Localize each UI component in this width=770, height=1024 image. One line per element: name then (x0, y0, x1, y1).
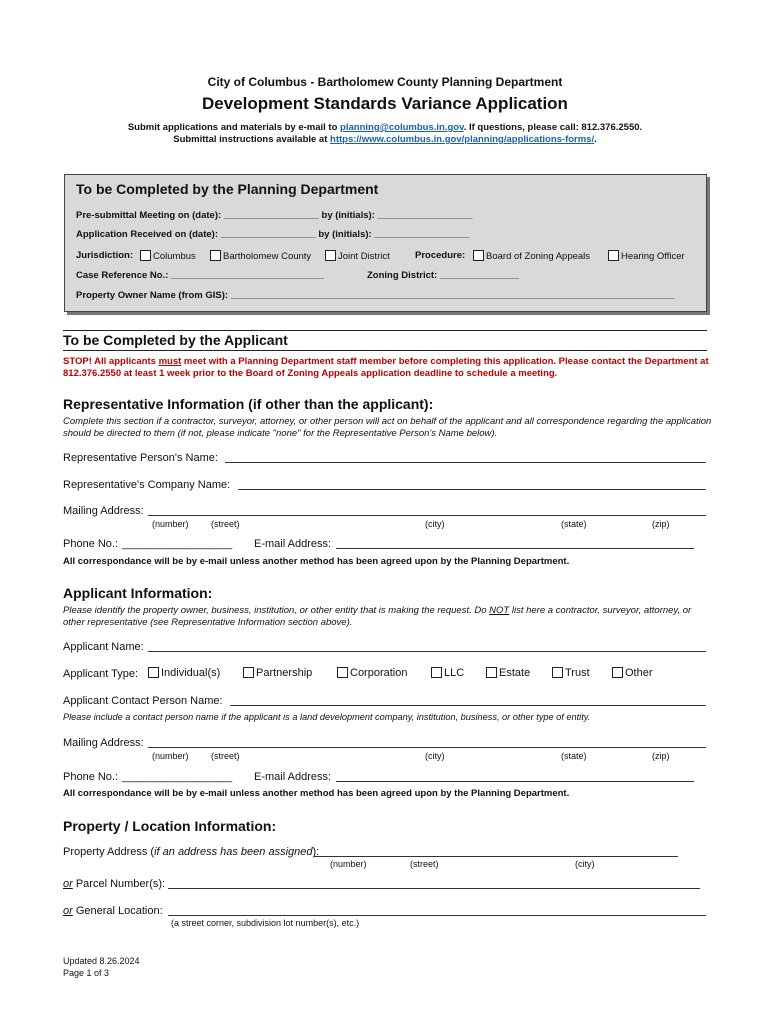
staff-box-title: To be Completed by the Planning Department (76, 181, 379, 197)
jurisdiction-joint-district[interactable]: Joint District (325, 250, 390, 262)
checkbox[interactable] (486, 667, 497, 678)
general-location-caption: (a street corner, subdivision lot number(s), etc.) (171, 918, 360, 928)
contact-person-note: Please include a contact person name if the applicant is a land development company, institution, business, or other type of entity. (63, 712, 591, 722)
stop-notice: STOP! All applicants must meet with a Planning Department staff member before completing this application. Please contact the Department at 812.376.2550 at least 1 week prior to the Board of Zoning Appeals application deadline to schedule a meeting. (63, 356, 709, 379)
parcel-number-label: or Parcel Number(s): (63, 878, 166, 890)
addr-zip-caption: (zip) (652, 519, 670, 529)
checkbox[interactable] (140, 250, 151, 261)
type-partnership[interactable]: Partnership (243, 667, 312, 679)
instructions-link[interactable]: https://www.columbus.in.gov/planning/applications-forms/ (330, 134, 595, 145)
applicant-correspondence-note: All correspondance will be by e-mail unless another method has been agreed upon by the Planning Department. (63, 788, 570, 799)
rep-phone-label: Phone No.: (63, 538, 119, 550)
checkbox[interactable] (337, 667, 348, 678)
addr-state-caption: (state) (561, 751, 587, 761)
contact-person-input[interactable] (230, 705, 706, 706)
checkbox[interactable] (148, 667, 159, 678)
type-trust[interactable]: Trust (552, 667, 590, 679)
presubmittal-meeting-field[interactable]: Pre-submittal Meeting on (date): __________________ by (initials): __________________ (76, 210, 473, 221)
type-corporation[interactable]: Corporation (337, 667, 407, 679)
rep-mailing-label: Mailing Address: (63, 505, 144, 517)
addr-street-caption: (street) (211, 519, 240, 529)
applicant-name-label: Applicant Name: (63, 641, 144, 653)
applicant-phone-input[interactable]: __________________ (122, 771, 233, 783)
property-owner-gis-field[interactable]: Property Owner Name (from GIS): ____________________________________________________________________________________ (76, 290, 675, 301)
rep-email-input[interactable] (336, 548, 694, 549)
rep-person-label: Representative Person's Name: (63, 452, 218, 464)
submission-instructions: Submit applications and materials by e-mail to planning@columbus.in.gov. If questions, please call: 812.376.2550. Submittal instructions available at https://www.columbus.in.gov/planning/applications-forms/. (127, 122, 643, 145)
checkbox[interactable] (325, 250, 336, 261)
applicant-type-label: Applicant Type: (63, 668, 139, 680)
applicant-email-input[interactable] (336, 781, 694, 782)
addr-state-caption: (state) (561, 519, 587, 529)
applicant-email-label: E-mail Address: (254, 771, 332, 783)
email-link[interactable]: planning@columbus.in.gov (340, 122, 464, 133)
checkbox[interactable] (210, 250, 221, 261)
applicant-section-title: To be Completed by the Applicant (63, 332, 288, 348)
checkbox[interactable] (473, 250, 484, 261)
addr-number-caption: (number) (152, 519, 189, 529)
checkbox[interactable] (552, 667, 563, 678)
prop-city-caption: (city) (575, 859, 595, 869)
zoning-district-field[interactable]: Zoning District: _______________ (367, 270, 520, 281)
procedure-label: Procedure: (415, 250, 466, 261)
applicant-info-title: Applicant Information: (63, 585, 213, 601)
section-rule-top (63, 330, 707, 331)
procedure-bza[interactable]: Board of Zoning Appeals (473, 250, 590, 262)
applicant-phone-label: Phone No.: (63, 771, 119, 783)
property-address-input[interactable] (314, 856, 678, 857)
applicant-mailing-label: Mailing Address: (63, 737, 144, 749)
prop-number-caption: (number) (330, 859, 367, 869)
section-rule-bottom (63, 350, 707, 351)
addr-city-caption: (city) (425, 751, 445, 761)
rep-phone-input[interactable]: __________________ (122, 538, 233, 550)
rep-email-label: E-mail Address: (254, 538, 332, 550)
jurisdiction-bartholomew[interactable]: Bartholomew County (210, 250, 311, 262)
addr-zip-caption: (zip) (652, 751, 670, 761)
general-location-label: or General Location: (63, 905, 163, 917)
rep-company-label: Representative's Company Name: (63, 479, 231, 491)
prop-street-caption: (street) (410, 859, 439, 869)
general-location-input[interactable] (168, 915, 706, 916)
planning-department-box (64, 174, 707, 312)
rep-correspondence-note: All correspondance will be by e-mail unless another method has been agreed upon by the Planning Department. (63, 556, 570, 567)
rep-company-input[interactable] (238, 489, 706, 490)
type-llc[interactable]: LLC (431, 667, 464, 679)
department-name: City of Columbus - Bartholomew County Planning Department (207, 75, 563, 89)
property-title: Property / Location Information: (63, 818, 277, 834)
type-other[interactable]: Other (612, 667, 653, 679)
addr-number-caption: (number) (152, 751, 189, 761)
rep-person-input[interactable] (225, 462, 706, 463)
contact-person-label: Applicant Contact Person Name: (63, 695, 223, 707)
jurisdiction-columbus[interactable]: Columbus (140, 250, 196, 262)
checkbox[interactable] (612, 667, 623, 678)
representative-note: Complete this section if a contractor, surveyor, attorney, or other person will act on behalf of the applicant and all correspondence regarding the application should be directed to them (if not, please indicate "none" for the Representative Person's Name below). (63, 416, 712, 439)
rep-mailing-input[interactable] (148, 515, 706, 516)
applicant-note: Please identify the property owner, business, institution, or other entity that is making the request. Do NOT list here a contractor, surveyor, attorney, or other representative (see Representative Information section above). (63, 605, 692, 628)
representative-title: Representative Information (if other than the applicant): (63, 396, 434, 412)
applicant-name-input[interactable] (148, 651, 706, 652)
type-estate[interactable]: Estate (486, 667, 530, 679)
addr-city-caption: (city) (425, 519, 445, 529)
addr-street-caption: (street) (211, 751, 240, 761)
footer (63, 955, 140, 979)
page-number: Page 1 of 3 (63, 968, 110, 978)
checkbox[interactable] (608, 250, 619, 261)
applicant-mailing-input[interactable] (148, 747, 706, 748)
checkbox[interactable] (431, 667, 442, 678)
parcel-number-input[interactable] (168, 888, 700, 889)
application-received-field[interactable]: Application Received on (date): __________________ by (initials): __________________ (76, 229, 470, 240)
type-individual[interactable]: Individual(s) (148, 667, 220, 679)
updated-date: Updated 8.26.2024 (63, 956, 140, 966)
jurisdiction-label: Jurisdiction: (76, 250, 134, 261)
property-address-label: Property Address (if an address has been assigned): (63, 846, 320, 858)
procedure-hearing-officer[interactable]: Hearing Officer (608, 250, 685, 262)
page-title: Development Standards Variance Application (202, 94, 568, 113)
case-reference-field[interactable]: Case Reference No.: _____________________________ (76, 270, 325, 281)
checkbox[interactable] (243, 667, 254, 678)
